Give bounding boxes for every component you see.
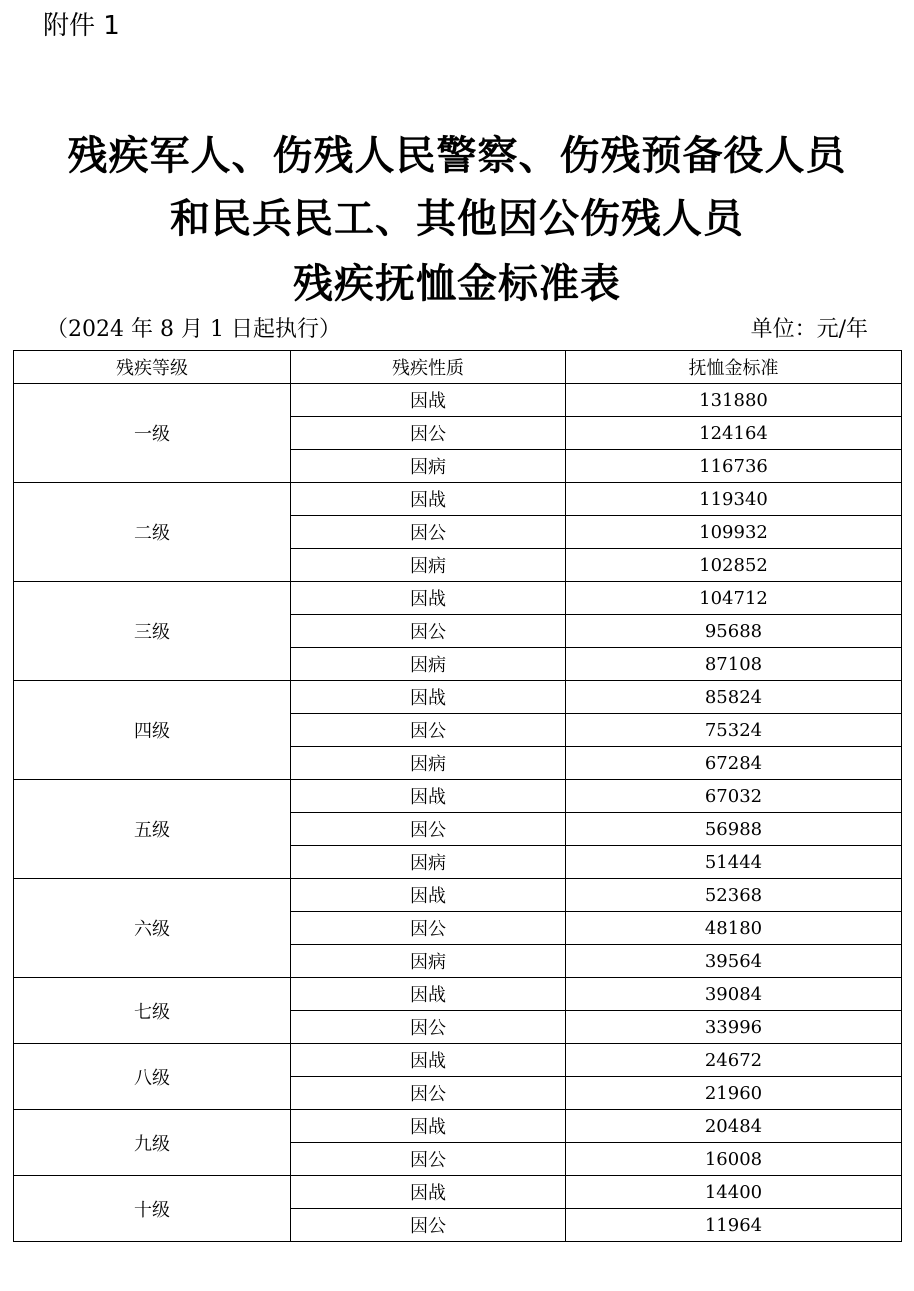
amount-cell: 95688 (566, 615, 902, 648)
nature-cell: 因公 (291, 615, 566, 648)
amount-cell: 104712 (566, 582, 902, 615)
nature-cell: 因战 (291, 483, 566, 516)
table-row (14, 879, 902, 912)
amount-cell: 109932 (566, 516, 902, 549)
grade-cell: 五级 (14, 780, 291, 879)
grade-cell: 九级 (14, 1110, 291, 1176)
amount-cell: 16008 (566, 1143, 902, 1176)
nature-cell: 因战 (291, 1176, 566, 1209)
nature-cell: 因公 (291, 813, 566, 846)
nature-cell: 因公 (291, 1011, 566, 1044)
table-row (14, 384, 902, 417)
nature-cell: 因病 (291, 945, 566, 978)
amount-cell: 39564 (566, 945, 902, 978)
table-row (14, 483, 902, 516)
nature-cell: 因战 (291, 978, 566, 1011)
unit-label: 单位：元/年 (750, 317, 868, 342)
document-title-line-2: 和民兵民工、其他因公伤残人员 (170, 196, 744, 242)
amount-cell: 21960 (566, 1077, 902, 1110)
nature-cell: 因病 (291, 747, 566, 780)
effective-date: （2024 年 8 月 1 日起执行） (46, 317, 341, 342)
table-row (14, 681, 902, 714)
amount-cell: 85824 (566, 681, 902, 714)
nature-cell: 因病 (291, 450, 566, 483)
nature-cell: 因公 (291, 714, 566, 747)
header-amount: 抚恤金标准 (566, 351, 902, 384)
nature-cell: 因战 (291, 1044, 566, 1077)
amount-cell: 56988 (566, 813, 902, 846)
nature-cell: 因公 (291, 417, 566, 450)
nature-cell: 因战 (291, 1110, 566, 1143)
nature-cell: 因病 (291, 549, 566, 582)
amount-cell: 131880 (566, 384, 902, 417)
amount-cell: 52368 (566, 879, 902, 912)
amount-cell: 67032 (566, 780, 902, 813)
amount-cell: 124164 (566, 417, 902, 450)
amount-cell: 67284 (566, 747, 902, 780)
grade-cell: 三级 (14, 582, 291, 681)
nature-cell: 因病 (291, 846, 566, 879)
grade-cell: 六级 (14, 879, 291, 978)
nature-cell: 因公 (291, 1077, 566, 1110)
amount-cell: 24672 (566, 1044, 902, 1077)
nature-cell: 因公 (291, 1209, 566, 1242)
grade-cell: 四级 (14, 681, 291, 780)
nature-cell: 因公 (291, 1143, 566, 1176)
table-body (14, 384, 902, 1242)
grade-cell: 八级 (14, 1044, 291, 1110)
nature-cell: 因战 (291, 384, 566, 417)
attachment-label: 附件 1 (43, 11, 120, 41)
amount-cell: 116736 (566, 450, 902, 483)
nature-cell: 因战 (291, 681, 566, 714)
compensation-standard-table (13, 350, 902, 1242)
table-meta-row (0, 313, 914, 347)
table-row (14, 978, 902, 1011)
amount-cell: 11964 (566, 1209, 902, 1242)
grade-cell: 一级 (14, 384, 291, 483)
grade-cell: 七级 (14, 978, 291, 1044)
table-row (14, 1044, 902, 1077)
nature-cell: 因战 (291, 879, 566, 912)
grade-cell: 二级 (14, 483, 291, 582)
amount-cell: 119340 (566, 483, 902, 516)
amount-cell: 75324 (566, 714, 902, 747)
table-row (14, 582, 902, 615)
document-title-line-3: 残疾抚恤金标准表 (293, 261, 621, 307)
nature-cell: 因公 (291, 912, 566, 945)
amount-cell: 51444 (566, 846, 902, 879)
nature-cell: 因战 (291, 780, 566, 813)
table-row (14, 1176, 902, 1209)
table-row (14, 1110, 902, 1143)
amount-cell: 39084 (566, 978, 902, 1011)
amount-cell: 20484 (566, 1110, 902, 1143)
nature-cell: 因病 (291, 648, 566, 681)
amount-cell: 14400 (566, 1176, 902, 1209)
grade-cell: 十级 (14, 1176, 291, 1242)
table-row (14, 780, 902, 813)
document-title-line-1: 残疾军人、伤残人民警察、伤残预备役人员 (67, 133, 847, 179)
header-grade: 残疾等级 (14, 351, 291, 384)
header-nature: 残疾性质 (291, 351, 566, 384)
table-header-row (14, 351, 902, 384)
nature-cell: 因公 (291, 516, 566, 549)
amount-cell: 33996 (566, 1011, 902, 1044)
amount-cell: 102852 (566, 549, 902, 582)
amount-cell: 87108 (566, 648, 902, 681)
amount-cell: 48180 (566, 912, 902, 945)
nature-cell: 因战 (291, 582, 566, 615)
